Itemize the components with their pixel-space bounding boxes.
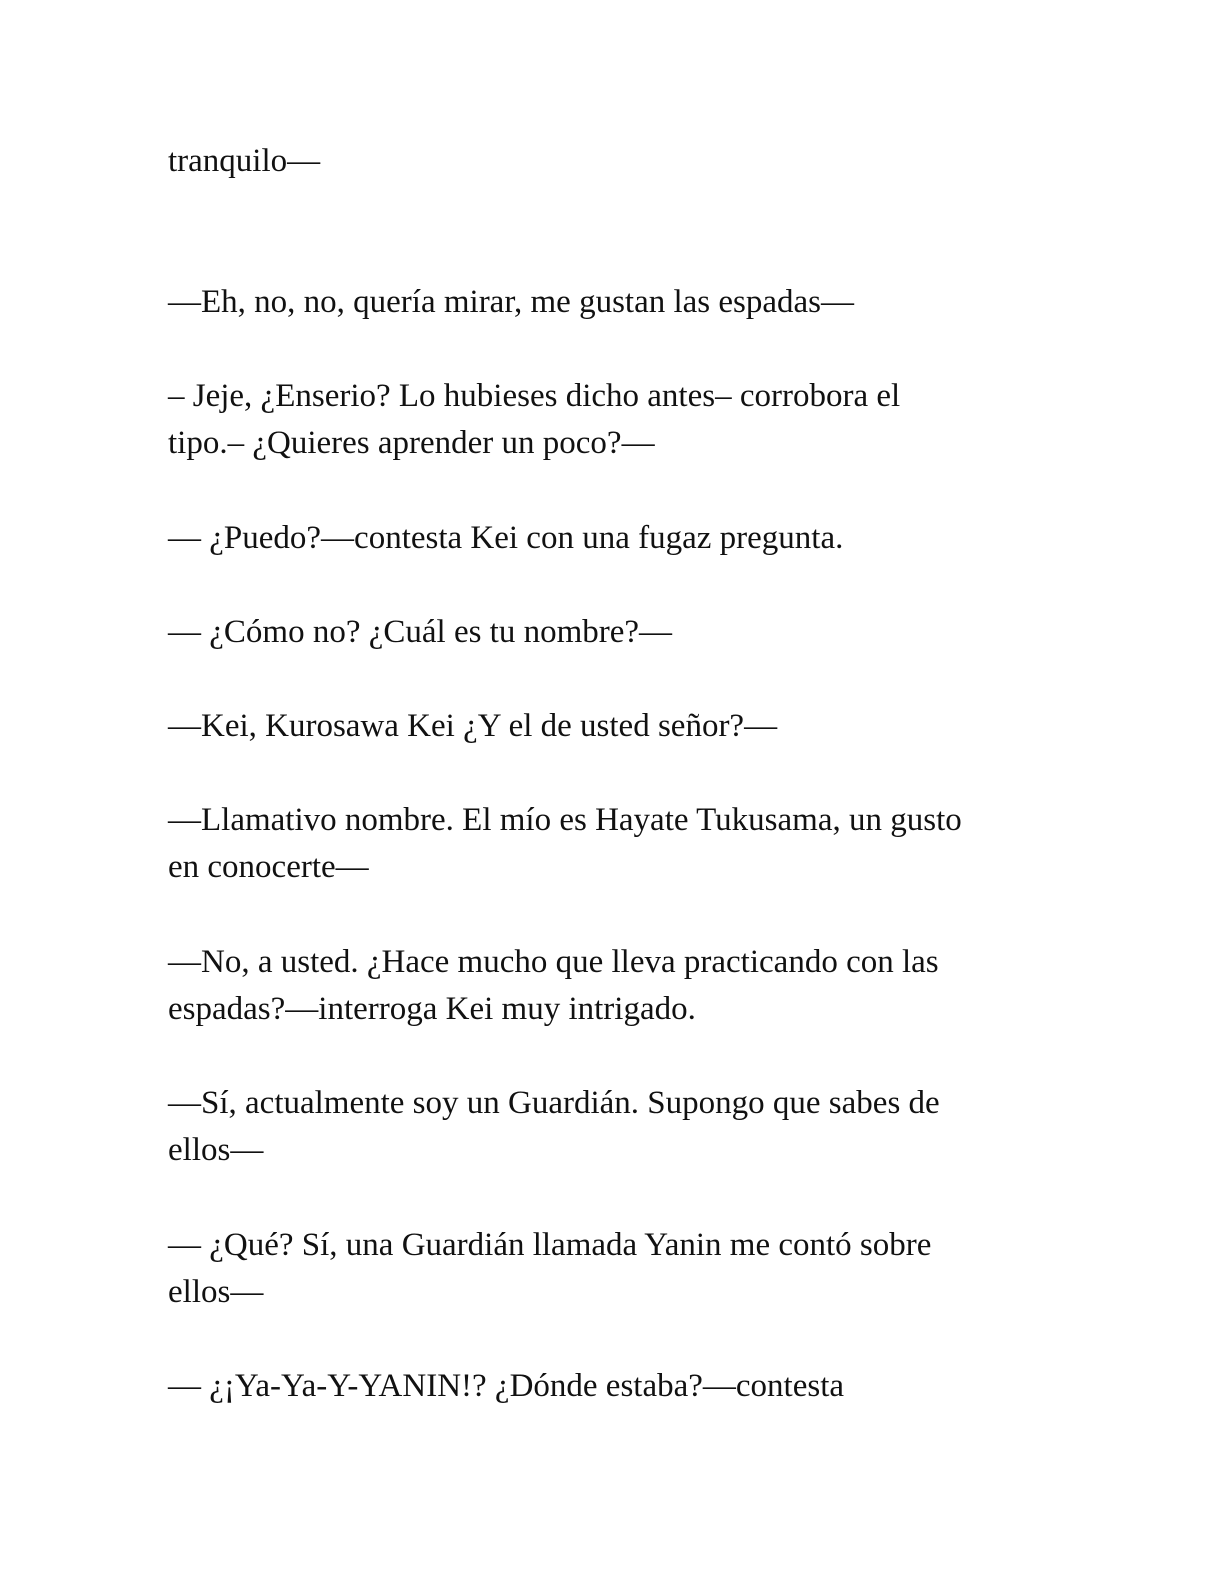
text-line: —Eh, no, no, quería mirar, me gustan las espadas— — [168, 284, 855, 320]
paragraph — [168, 279, 1048, 326]
paragraph — [168, 609, 1048, 656]
text-line: – Jeje, ¿Enserio? Lo hubieses dicho antes– corrobora el — [168, 378, 901, 414]
paragraph — [168, 703, 1048, 750]
text-line: espadas?—interroga Kei muy intrigado. — [168, 991, 696, 1027]
paragraph — [168, 138, 1048, 185]
text-line: — ¿¡Ya-Ya-Y-YANIN!? ¿Dónde estaba?—contesta — [168, 1368, 845, 1404]
text-line: ellos— — [168, 1274, 264, 1310]
text-line: — ¿Qué? Sí, una Guardián llamada Yanin me contó sobre — [168, 1227, 932, 1263]
text-line: —Llamativo nombre. El mío es Hayate Tukusama, un gusto — [168, 802, 962, 838]
text-line: —Kei, Kurosawa Kei ¿Y el de usted señor?— — [168, 708, 778, 744]
text-line: —No, a usted. ¿Hace mucho que lleva practicando con las — [168, 944, 939, 980]
paragraph — [168, 1080, 1048, 1174]
text-line: tipo.– ¿Quieres aprender un poco?— — [168, 425, 655, 461]
text-line: — ¿Cómo no? ¿Cuál es tu nombre?— — [168, 614, 673, 650]
text-line: — ¿Puedo?—contesta Kei con una fugaz pregunta. — [168, 520, 844, 556]
paragraph — [168, 797, 1048, 891]
text-line: en conocerte— — [168, 849, 369, 885]
text-line: ellos— — [168, 1132, 264, 1168]
paragraph — [168, 515, 1048, 562]
paragraph — [168, 939, 1048, 1033]
text-line: tranquilo— — [168, 143, 321, 179]
text-line: —Sí, actualmente soy un Guardián. Supongo que sabes de — [168, 1085, 940, 1121]
paragraph — [168, 1363, 1048, 1410]
paragraph — [168, 1222, 1048, 1316]
paragraph — [168, 373, 1048, 467]
